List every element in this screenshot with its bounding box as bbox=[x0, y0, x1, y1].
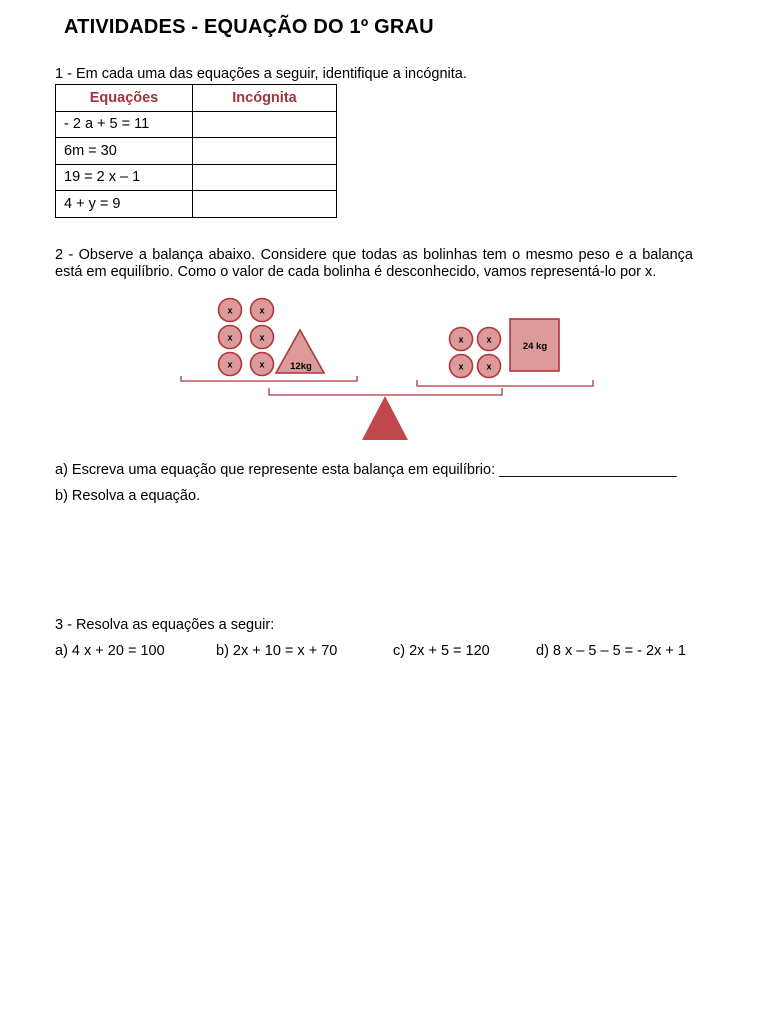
left-balls bbox=[219, 299, 274, 376]
left-weight-triangle bbox=[276, 330, 324, 373]
page-title: ATIVIDADES - EQUAÇÃO DO 1º GRAU bbox=[64, 16, 434, 38]
ball bbox=[478, 328, 501, 351]
ball bbox=[478, 355, 501, 378]
svg-text:x: x bbox=[259, 359, 265, 370]
svg-text:x: x bbox=[486, 334, 492, 345]
equation-item-d: d) 8 x – 5 – 5 = - 2x + 1 bbox=[536, 643, 686, 659]
header-unknown: Incógnita bbox=[193, 85, 337, 112]
ball bbox=[251, 353, 274, 376]
equation-cell: 4 + y = 9 bbox=[56, 191, 193, 218]
scale-beam bbox=[181, 376, 593, 395]
svg-text:x: x bbox=[227, 332, 233, 343]
question-2b: b) Resolva a equação. bbox=[55, 488, 201, 504]
equation-item-b: b) 2x + 10 = x + 70 bbox=[216, 643, 338, 659]
svg-text:x: x bbox=[227, 359, 233, 370]
svg-text:x: x bbox=[227, 305, 233, 316]
ball bbox=[251, 299, 274, 322]
ball bbox=[251, 326, 274, 349]
svg-text:x: x bbox=[259, 305, 265, 316]
question-1-prompt: 1 - Em cada uma das equações a seguir, identifique a incógnita. bbox=[55, 66, 467, 82]
left-weight-label: 12kg bbox=[290, 361, 312, 372]
svg-text:x: x bbox=[458, 334, 464, 345]
question-2-prompt: 2 - Observe a balança abaixo. Considere que todas as bolinhas tem o mesmo peso e a balança está em equilíbrio. Como o valor de cada bolinha é desconhecido, vamos representá-lo por x. bbox=[55, 247, 693, 280]
header-equations: Equações bbox=[56, 85, 193, 112]
scale-fulcrum bbox=[362, 396, 408, 440]
equation-item-a: a) 4 x + 20 = 100 bbox=[55, 643, 165, 659]
right-weight-box bbox=[510, 319, 559, 371]
ball bbox=[450, 355, 473, 378]
ball bbox=[219, 299, 242, 322]
question-2a: a) Escreva uma equação que represente esta balança em equilíbrio: ______________________ bbox=[55, 462, 677, 478]
equation-item-c: c) 2x + 5 = 120 bbox=[393, 643, 490, 659]
svg-text:x: x bbox=[259, 332, 265, 343]
ball bbox=[450, 328, 473, 351]
right-balls bbox=[450, 328, 501, 378]
svg-text:x: x bbox=[486, 361, 492, 372]
equation-cell: 19 = 2 x – 1 bbox=[56, 164, 193, 191]
right-weight-label: 24 kg bbox=[522, 341, 548, 352]
equation-cell: - 2 a + 5 = 11 bbox=[56, 111, 193, 138]
equation-cell: 6m = 30 bbox=[56, 138, 193, 165]
ball bbox=[219, 353, 242, 376]
question-3-prompt: 3 - Resolva as equações a seguir: bbox=[55, 617, 275, 633]
balance-scale-illustration bbox=[0, 0, 768, 460]
svg-text:x: x bbox=[458, 361, 464, 372]
ball bbox=[219, 326, 242, 349]
